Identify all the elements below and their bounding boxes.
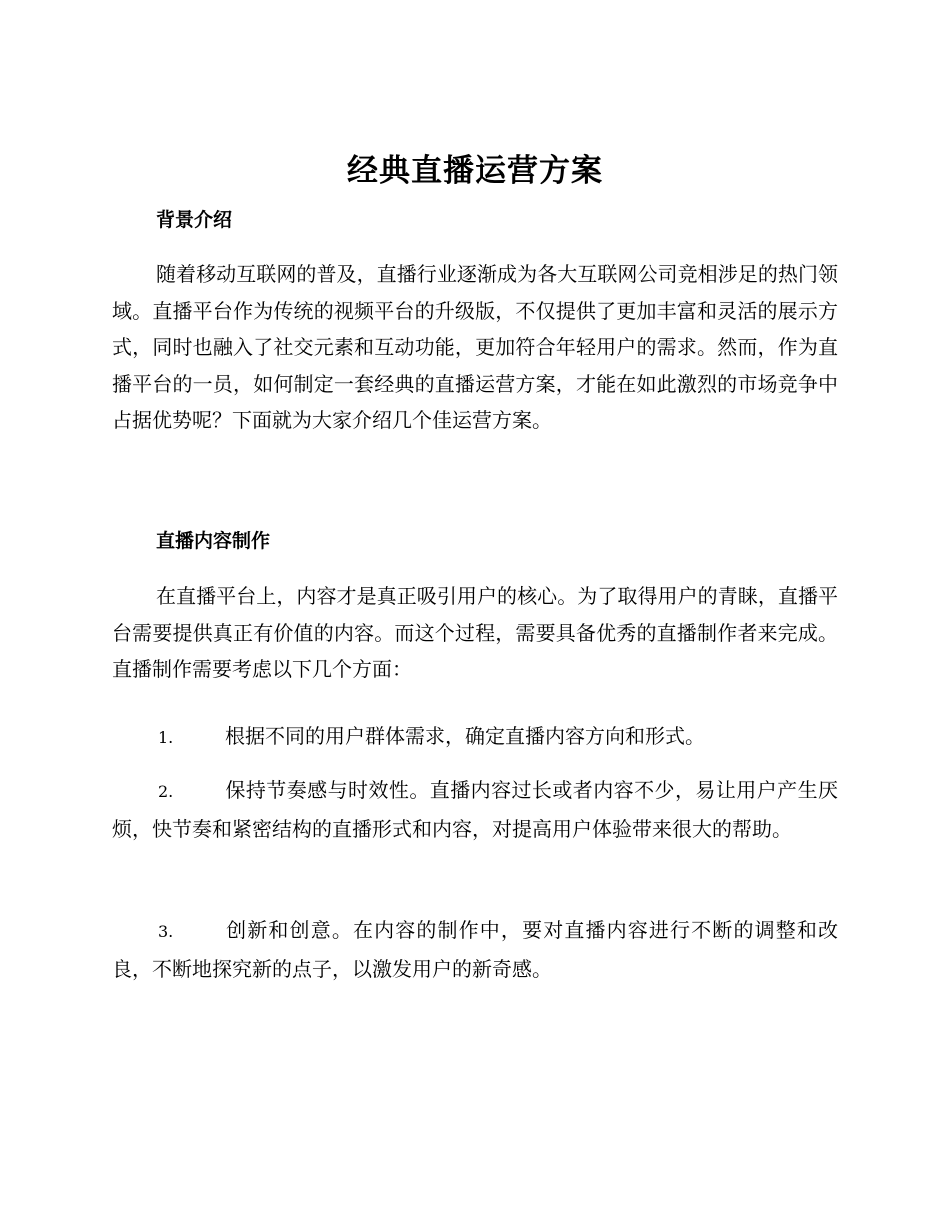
list-item-number: 1. xyxy=(158,728,174,747)
list-item-text: 根据不同的用户群体需求，确定直播内容方向和形式。 xyxy=(225,724,705,748)
background-paragraph: 随着移动互联网的普及，直播行业逐渐成为各大互联网公司竞相涉足的热门领域。直播平台作为传统的视频平台的升级版，不仅提供了更加丰富和灵活的展示方式，同时也融入了社交元素和互动功能，更加符合年轻用户的需求。然而，作为直播平台的一员，如何制定一套经典的直播运营方案，才能在如此激烈的市场竞争中占据优势呢？下面就为大家介绍几个佳运营方案。 xyxy=(112,262,838,432)
section-heading-background: 背景介绍 xyxy=(156,209,233,231)
list-item-number: 2. xyxy=(158,782,174,801)
document-title: 经典直播运营方案 xyxy=(347,153,603,189)
list-item xyxy=(112,772,838,847)
list-item xyxy=(112,718,838,757)
list-item-number: 3. xyxy=(158,922,174,941)
list-item-text: 保持节奏感与时效性。直播内容过长或者内容不少，易让用户产生厌烦，快节奏和紧密结构的直播形式和内容，对提高用户体验带来很大的帮助。 xyxy=(112,778,838,841)
section-heading-content-production: 直播内容制作 xyxy=(156,530,271,552)
content-production-paragraph: 在直播平台上，内容才是真正吸引用户的核心。为了取得用户的青睐，直播平台需要提供真正有价值的内容。而这个过程，需要具备优秀的直播制作者来完成。直播制作需要考虑以下几个方面： xyxy=(112,584,838,681)
list-item-text: 创新和创意。在内容的制作中，要对直播内容进行不断的调整和改良，不断地探究新的点子，以激发用户的新奇感。 xyxy=(112,918,838,981)
list-item xyxy=(112,912,838,987)
